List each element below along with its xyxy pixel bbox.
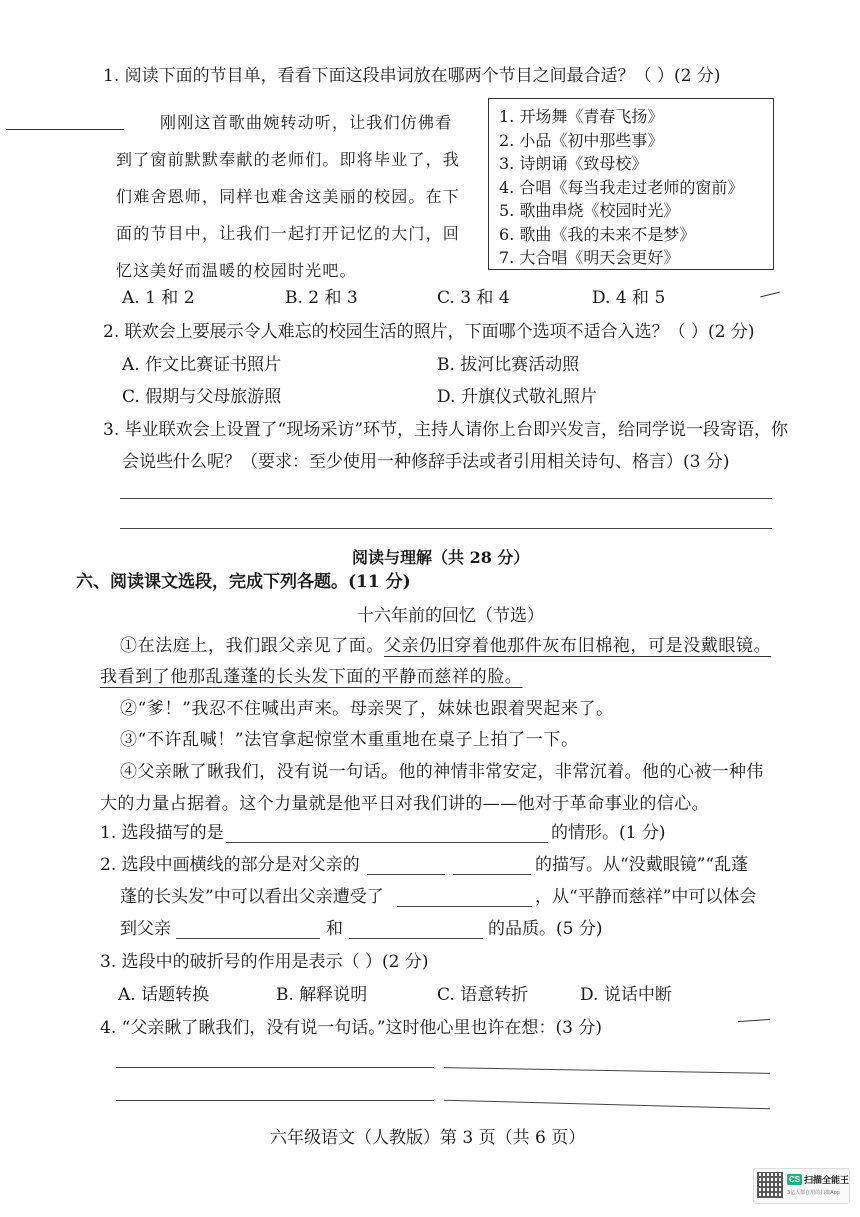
program-item: 5. 歌曲串烧《校园时光》 — [499, 201, 680, 220]
sq2-text-d: ，从“平静而慈祥”中可以体会 — [535, 887, 757, 907]
scanner-name: 扫描全能王 — [804, 1176, 850, 1186]
q1-option-b: B. 2 和 3 — [285, 288, 358, 308]
passage-p3: ③“不许乱喊！”法官拿起惊堂木重重地在桌子上拍了一下。 — [120, 730, 579, 750]
scanner-subtitle: 3亿人都在用的扫描App — [787, 1190, 840, 1196]
fill-blank[interactable] — [367, 874, 445, 875]
program-item: 2. 小品《初中那些事》 — [499, 130, 664, 150]
passage-p1-plain: ①在法庭上，我们跟父亲见了面。 — [120, 636, 384, 656]
q2-question: 2. 联欢会上要展示令人难忘的校园生活的照片，下面哪个选项不适合入选？（ ）(2 分) — [103, 322, 755, 342]
fill-blank[interactable] — [176, 938, 320, 939]
sq1-text-b: 的情形。(1 分) — [551, 823, 666, 843]
qr-code-icon — [757, 1172, 783, 1198]
answer-line — [116, 1067, 434, 1068]
scanner-watermark — [753, 1168, 850, 1204]
fill-blank[interactable] — [397, 906, 532, 907]
sq3-question: 3. 选段中的破折号的作用是表示（ ）(2 分) — [100, 952, 429, 972]
passage-p1-line2 — [100, 665, 522, 689]
program-item: 1. 开场舞《青春飞扬》 — [499, 107, 664, 126]
program-item: 6. 歌曲《我的未来不是梦》 — [499, 224, 696, 244]
sq2-text-b: 的描写。从“没戴眼镜”“乱蓬 — [535, 855, 749, 875]
q1-question: 1. 阅读下面的节目单，看看下面这段串词放在哪两个节目之间最合适？（ ）(2 分) — [103, 66, 721, 86]
sq3-option-b: B. 解释说明 — [276, 985, 368, 1005]
page-footer: 六年级语文（人教版）第 3 页（共 6 页） — [270, 1128, 586, 1148]
program-list-box — [488, 98, 774, 270]
q2-option-c: C. 假期与父母旅游照 — [122, 387, 282, 407]
section-heading: 阅读与理解（共 28 分） — [352, 548, 530, 567]
fill-blank[interactable] — [226, 842, 548, 843]
q2-option-a: A. 作文比赛证书照片 — [122, 355, 282, 375]
q3-line1: 3. 毕业联欢会上设置了“现场采访”环节，主持人请你上台即兴发言，给同学说一段寄语，你 — [103, 420, 789, 440]
passage-p4-line1: ④父亲瞅了瞅我们，没有说一句话。他的神情非常安定，非常沉着。他的心被一种伟 — [120, 762, 764, 782]
sq2-text-f: 和 — [326, 919, 343, 939]
passage-p1-line1 — [120, 634, 771, 658]
q1-option-c: C. 3 和 4 — [437, 288, 510, 308]
answer-line — [120, 528, 772, 529]
program-item: 4. 合唱《每当我走过老师的窗前》 — [499, 177, 744, 197]
answer-line — [444, 1067, 770, 1074]
pen-stroke — [6, 129, 124, 130]
q1-option-d: D. 4 和 5 — [592, 288, 666, 308]
part6-heading: 六、阅读课文选段，完成下列各题。(11 分) — [76, 572, 411, 592]
q3-line2: 会说些什么呢？（要求：至少使用一种修辞手法或者引用相关诗句、格言）(3 分) — [122, 452, 730, 472]
passage-title: 十六年前的回忆（节选） — [357, 606, 544, 626]
sq2-text-g: 的品质。(5 分) — [488, 919, 603, 939]
sq1-text-a: 1. 选段描写的是 — [100, 823, 224, 843]
answer-line — [116, 1100, 434, 1101]
passage-p1-underline-a: 父亲仍旧穿着他那件灰布旧棉袍，可是没戴眼镜。 — [384, 636, 772, 656]
answer-line — [444, 1100, 770, 1110]
pen-stroke — [760, 292, 780, 298]
sq2-text-c: 蓬的长头发”中可以看出父亲遭受了 — [120, 887, 384, 907]
program-item: 3. 诗朗诵《致母校》 — [499, 154, 648, 173]
scanner-logo-icon: CS — [788, 1175, 801, 1184]
q2-option-d: D. 升旗仪式敬礼照片 — [437, 387, 597, 407]
q2-option-b: B. 拔河比赛活动照 — [437, 355, 580, 375]
sq2-text-a: 2. 选段中画横线的部分是对父亲的 — [100, 855, 360, 875]
fill-blank[interactable] — [349, 938, 483, 939]
passage-p2: ②“爹！”我忍不住喊出声来。母亲哭了，妹妹也跟着哭起来了。 — [120, 699, 614, 719]
sq4-question: 4. “父亲瞅了瞅我们，没有说一句话。”这时他心里也许在想：(3 分) — [100, 1018, 602, 1038]
sq3-option-d: D. 说话中断 — [580, 985, 672, 1005]
pen-stroke — [738, 1019, 770, 1022]
q1-passage: 刚刚这首歌曲婉转动听，让我们仿佛看到了窗前默默奉献的老师们。即将毕业了，我们难舍恩师，同样也难舍这美丽的校园。在下面的节目中，让我们一起打开记忆的大门，回忆这美好而温暖的校园时光吧。 — [116, 113, 461, 280]
sq3-option-a: A. 话题转换 — [118, 985, 210, 1005]
answer-line — [120, 498, 772, 499]
sq3-option-c: C. 语意转折 — [437, 985, 529, 1005]
q1-option-a: A. 1 和 2 — [122, 288, 195, 308]
fill-blank[interactable] — [453, 874, 531, 875]
passage-p4-line2: 大的力量占据着。这个力量就是他平日对我们讲的——他对于革命事业的信心。 — [100, 794, 709, 814]
sq2-text-e: 到父亲 — [120, 919, 171, 939]
passage-p1-underline-b: 我看到了他那乱蓬蓬的长头发下面的平静而慈祥的脸。 — [100, 667, 523, 687]
program-item: 7. 大合唱《明天会更好》 — [499, 248, 680, 267]
